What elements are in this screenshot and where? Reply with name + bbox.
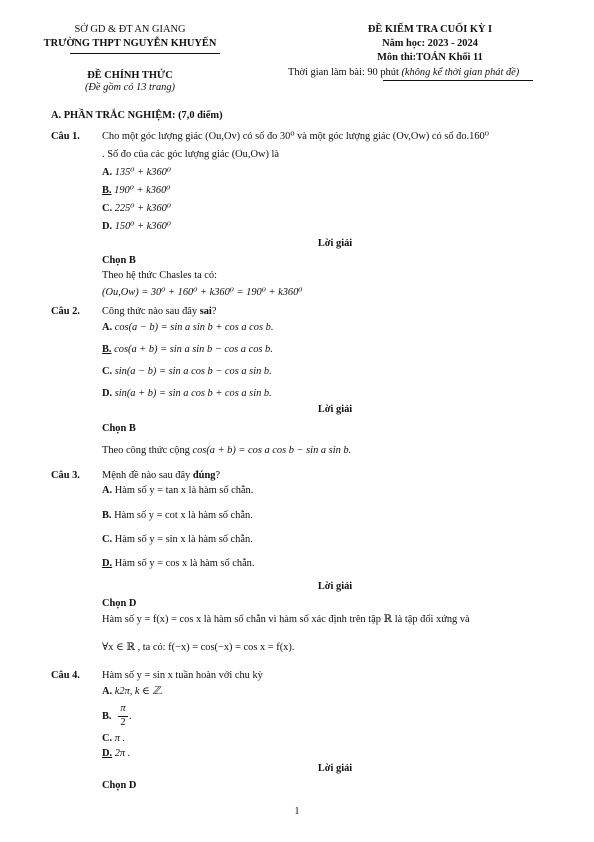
q1-option-c[interactable]: C. 225⁰ + k360⁰ xyxy=(102,203,172,214)
q1-solution-text: Theo hệ thức Chasles ta có: xyxy=(102,270,217,281)
q2-option-b[interactable]: B. cos(a + b) = sin a sin b − cos a cos b. xyxy=(102,344,273,355)
section-heading: A. PHẦN TRẮC NGHIỆM: (7,0 điểm) xyxy=(51,110,223,121)
q4-option-a[interactable]: A. k2π, k ∈ ℤ. xyxy=(102,686,163,697)
q2-option-a[interactable]: A. cos(a − b) = sin a sin b + cos a cos b. xyxy=(102,322,274,333)
q4-option-b[interactable]: B. xyxy=(102,711,112,722)
question-4-number: Câu 4. xyxy=(51,670,80,681)
q1-solution-heading: Lời giải xyxy=(317,238,353,249)
q4-solution-heading: Lời giải xyxy=(317,763,353,774)
time-underline xyxy=(383,80,533,81)
question-4-stem: Hàm số y = sin x tuần hoàn với chu kỳ xyxy=(102,670,263,681)
exam-title: ĐỀ KIỂM TRA CUỐI KỲ I xyxy=(367,24,493,35)
exam-time: Thời gian làm bài: 90 phút (không kể thời gian phát đề) xyxy=(288,67,520,78)
school-underline xyxy=(70,53,220,54)
q1-option-b[interactable]: B. 190⁰ + k360⁰ xyxy=(102,185,171,196)
q3-answer: Chọn D xyxy=(102,598,137,609)
q1-answer: Chọn B xyxy=(102,255,136,266)
q2-solution-heading: Lời giải xyxy=(317,404,353,415)
q3-option-d[interactable]: D. Hàm số y = cos x là hàm số chẵn. xyxy=(102,558,255,569)
q2-answer: Chọn B xyxy=(102,423,136,434)
question-3-number: Câu 3. xyxy=(51,470,80,481)
q4-option-c[interactable]: C. π . xyxy=(102,733,126,744)
school-name: TRƯỜNG THPT NGUYỄN KHUYẾN xyxy=(43,38,217,49)
q3-option-a[interactable]: A. Hàm số y = tan x là hàm số chẵn. xyxy=(102,485,254,496)
q2-option-c[interactable]: C. sin(a − b) = sin a cos b − cos a sin b. xyxy=(102,366,272,377)
question-1-stem-cont: . Số đo của các góc lượng giác (Ou,Ow) là xyxy=(102,149,280,160)
question-2-number: Câu 2. xyxy=(51,306,80,317)
subject-line: Môn thi:TOÁN Khối 11 xyxy=(377,52,483,63)
question-1-number: Câu 1. xyxy=(51,131,80,142)
department-name: SỞ GD & ĐT AN GIANG xyxy=(74,24,186,35)
q3-solution-line1: Hàm số y = f(x) = cos x là hàm số chẵn vì hàm số xác định trên tập ℝ là tập đối xứng và xyxy=(102,614,470,625)
q3-option-c[interactable]: C. Hàm số y = sin x là hàm số chẵn. xyxy=(102,534,253,545)
q2-solution: Theo công thức cộng cos(a + b) = cos a cos b − sin a sin b. xyxy=(102,445,352,456)
pages-note: (Đề gồm có 13 trang) xyxy=(84,82,176,93)
q1-option-d[interactable]: D. 150⁰ + k360⁰ xyxy=(102,221,172,232)
school-year: Năm học: 2023 - 2024 xyxy=(382,38,478,49)
question-1-stem: Cho một góc lượng giác (Ou,Ov) có số đo 30⁰ và một góc lượng giác (Ov,Ow) có số đo.160⁰ xyxy=(102,131,489,142)
q4-option-b-numerator: π xyxy=(120,703,126,714)
official-exam-label: ĐỀ CHÍNH THỨC xyxy=(87,70,173,81)
q1-solution-formula: (Ou,Ow) = 30⁰ + 160⁰ + k360⁰ = 190⁰ + k360⁰ xyxy=(102,287,303,298)
q4-answer: Chọn D xyxy=(102,780,137,791)
q4-option-b-period: . xyxy=(129,711,132,722)
q3-solution-line2: ∀x ∈ ℝ , ta có: f(−x) = cos(−x) = cos x = f(x). xyxy=(102,642,295,653)
page-number: 1 xyxy=(294,806,300,817)
question-2-stem: Công thức nào sau đây sai? xyxy=(102,306,217,317)
q4-option-b-denominator: 2 xyxy=(120,717,126,728)
q2-option-d[interactable]: D. sin(a + b) = sin a cos b + cos a sin b. xyxy=(102,388,272,399)
q3-solution-heading: Lời giải xyxy=(317,581,353,592)
q3-option-b[interactable]: B. Hàm số y = cot x là hàm số chẵn. xyxy=(102,510,253,521)
q4-option-d[interactable]: D. 2π . xyxy=(102,748,131,759)
q1-option-a[interactable]: A. 135⁰ + k360⁰ xyxy=(102,167,172,178)
question-3-stem: Mệnh đề nào sau đây đúng? xyxy=(102,470,221,481)
